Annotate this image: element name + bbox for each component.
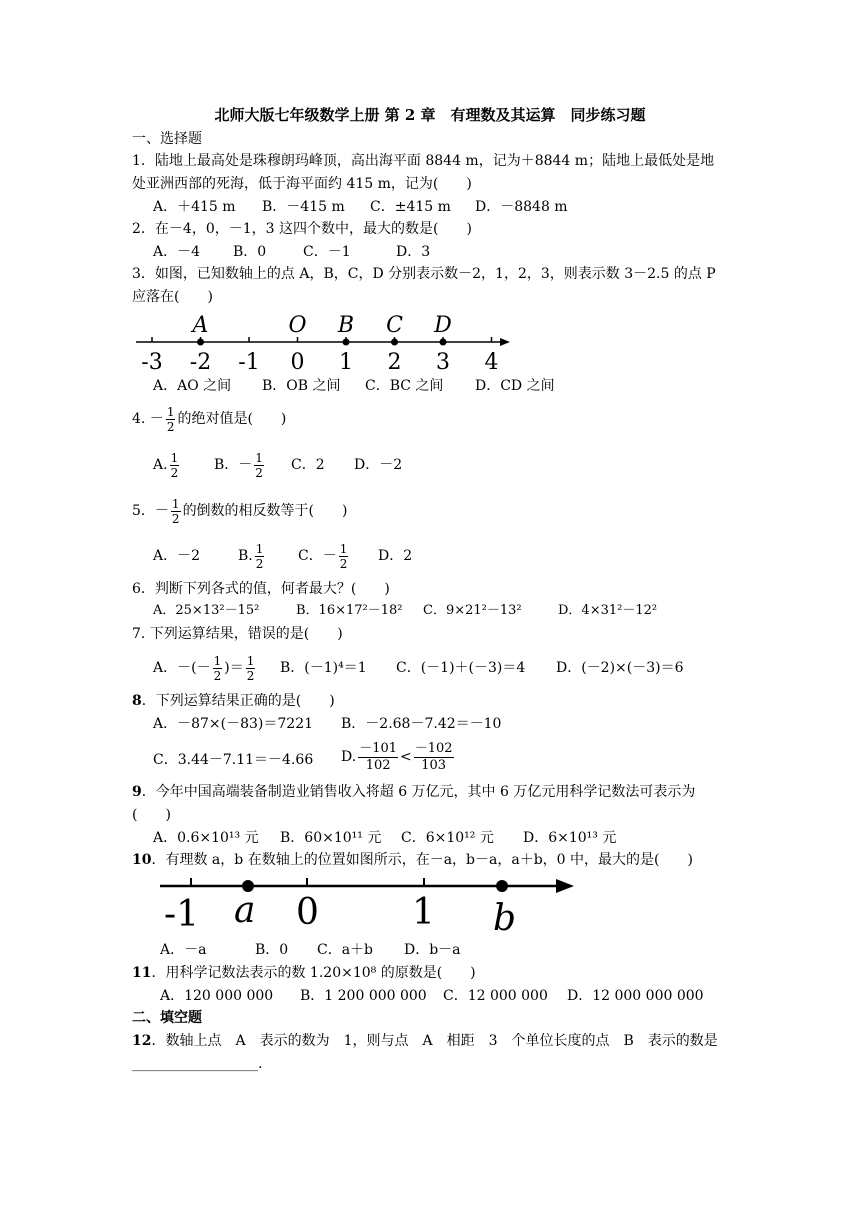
q12-answer-blank[interactable]: __________________. [132,1056,263,1072]
q4-option-d: D．－2 [354,457,403,473]
section-choice-heading: 一、选择题 [132,131,202,147]
q4-option-b [214,450,266,480]
q8-option-c: C．3.44－7.11＝－4.66 [153,752,314,768]
q5-option-c-label: C．－ [298,548,337,564]
q4-suffix: 的绝对值是( ) [177,411,287,427]
number-line-tick-label: 1 [339,350,353,374]
q4-option-a [153,450,181,480]
q6-text: 6．判断下列各式的值，何者最大？( ) [132,581,390,597]
q5-option-c [298,541,350,571]
number-line-point-label: D [434,313,452,338]
q1-text-line2: 处亚洲西部的死海，低于海平面约 415 m，记为( ) [132,176,472,192]
q12-number: 12 [132,1033,152,1049]
q7-a-frac2 [246,654,256,683]
q9-text-line1 [132,783,695,801]
q10-label-a: a [234,890,256,931]
q6-option-b: B．16×17²－18² [296,603,403,618]
number-line-point-a [197,339,204,346]
q5-option-c-fraction [339,542,349,571]
q5-c-den: 2 [339,556,348,571]
q1-option-a: A．＋415 m [153,199,236,215]
q7-a-den1: 2 [213,668,222,683]
q5-frac-num: 1 [171,496,180,511]
q5-fraction [171,497,181,526]
q10-option-a: A．－a [160,942,207,958]
q4-option-b-fraction [254,451,264,480]
q10-option-d: D．b－a [404,942,461,958]
q5-option-b [238,541,266,571]
number-line-tick-label: -3 [141,350,163,374]
q10-point-b [496,880,508,892]
q11-number: 11 [132,965,152,981]
q2-text: 2．在－4，0，－1，3 这四个数中，最大的数是( ) [132,221,472,237]
q8-d-label: D. [341,749,357,765]
number-line-arrow [500,338,510,346]
q3-text-line1: 3．如图，已知数轴上的点 A，B，C，D 分别表示数－2，1，2，3，则表示数 3－2.5 的点 P [132,266,716,282]
q10-arrow [556,879,574,893]
q4-option-b-label: B．－ [214,457,253,473]
q4-frac-num: 1 [166,404,175,419]
q5-suffix: 的倒数的相反数等于( ) [182,503,348,519]
q7-text: 7. 下列运算结果，错误的是( ) [132,626,343,642]
q9-option-a: A．0.6×10¹³ 元 [153,830,259,846]
q10-stem: ．有理数 a，b 在数轴上的位置如图所示，在－a，b－a，a＋b，0 中，最大的是( ) [151,852,693,868]
q2-option-a: A．－4 [153,244,201,260]
q8-number: 8 [132,693,142,709]
q10-label-0: 0 [296,892,319,933]
number-line-tick-label: 2 [387,350,402,374]
q10-label-1: 1 [412,892,435,933]
q4-option-a-label: A. [153,457,168,473]
number-line-point-b [343,339,350,346]
q6-option-a: A．25×13²－15² [153,603,260,618]
q11-text [132,964,476,982]
q4-fraction [166,405,176,434]
q4-b-num: 1 [255,450,263,465]
q8-d-frac1 [358,741,398,774]
q10-number: 10 [132,852,152,868]
q1-text-line1: 1．陆地上最高处是珠穆朗玛峰顶，高出海平面 8844 m，记为＋8844 m；陆地上最低处是地 [132,153,715,169]
q4-option-c: C．2 [291,457,325,473]
q4-text [132,404,286,434]
q9-text-line2: ( ) [132,807,171,823]
number-line-point-d [440,339,447,346]
q6-option-c: C．9×21²－13² [423,603,522,618]
q12-stem: ．数轴上点 A 表示的数为 1，则与点 A 相距 3 个单位长度的点 B 表示的数是 [151,1033,718,1049]
q11-stem: ．用科学记数法表示的数 1.20×10⁸ 的原数是( ) [151,965,476,981]
q5-option-b-label: B. [238,548,253,564]
number-line-point-label: O [288,313,307,338]
q7-a-num1: 1 [213,653,222,668]
q3-option-c: C．BC 之间 [365,378,444,394]
q7-option-b: B．(－1)⁴＝1 [280,660,367,676]
number-line-tick-label: 0 [290,350,305,374]
q5-c-num: 1 [339,541,348,556]
q11-option-a: A．120 000 000 [160,988,274,1004]
q7-option-c: C．(－1)＋(－3)＝4 [396,660,526,676]
q7-a-mid: )＝ [224,660,244,676]
q5-option-b-fraction [255,542,265,571]
q5-prefix: 5．－ [132,503,169,519]
q9-stem: ．今年中国高端装备制造业销售收入将超 6 万亿元，其中 6 万亿元用科学记数法可表示为 [141,784,696,800]
q1-option-b: B．－415 m [262,199,345,215]
q8-d-num1: －101 [359,740,398,756]
q7-a-pre: A．－(－ [153,660,211,676]
q5-b-den: 2 [255,556,264,571]
q1-option-c: C．±415 m [370,199,451,215]
q4-a-den: 2 [170,465,179,480]
q5-b-num: 1 [255,541,264,556]
q9-number: 9 [132,784,142,800]
q5-option-a: A．－2 [153,548,201,564]
page-title: 北师大版七年级数学上册 第 2 章 有理数及其运算 同步练习题 [214,106,646,124]
number-line-point-label: C [386,313,403,338]
q8-d-num2: －102 [414,740,453,756]
q10-number-line [150,868,590,940]
q4-prefix: 4. － [132,411,164,427]
number-line-point-label: A [192,313,209,338]
q1-option-d: D．－8848 m [475,199,568,215]
q4-frac-den: 2 [166,419,175,434]
q7-a-num2: 1 [246,653,255,668]
q8-stem: ．下列运算结果正确的是( ) [141,693,335,709]
q8-d-den1: 102 [365,757,391,773]
q10-text [132,851,693,869]
q8-text [132,692,335,710]
q11-option-c: C．12 000 000 [443,988,548,1004]
q2-option-c: C．－1 [303,244,351,260]
q10-label-b: b [493,898,517,939]
q7-option-d: D．(－2)×(－3)＝6 [556,660,684,676]
q4-b-den: 2 [255,465,263,480]
q8-option-b: B．－2.68－7.42＝－10 [341,716,502,732]
q3-option-b: B．OB 之间 [262,378,341,394]
q8-d-den2: 103 [421,757,447,773]
q12-text-line1 [132,1032,718,1050]
q8-option-a: A．－87×(－83)＝7221 [153,716,314,732]
q6-option-d: D．4×31²－12² [558,603,658,618]
q8-d-relation: < [400,749,412,765]
section-fill-heading: 二、填空题 [132,1010,202,1026]
q3-option-a: A．AO 之间 [153,378,232,394]
number-line-point-label: B [337,313,355,338]
q4-option-a-fraction [170,451,180,480]
q5-option-d: D．2 [378,548,413,564]
number-line-tick-label: 4 [484,350,499,374]
q3-number-line [130,308,530,374]
q4-a-num: 1 [170,450,179,465]
q11-option-d: D．12 000 000 000 [567,988,704,1004]
q2-option-d: D．3 [396,244,431,260]
q9-option-c: C．6×10¹² 元 [401,830,494,846]
q3-text-line2: 应落在( ) [132,289,213,305]
q11-option-b: B．1 200 000 000 [300,988,427,1004]
q5-frac-den: 2 [171,511,180,526]
q5-text [132,496,348,526]
q3-option-d: D．CD 之间 [475,378,555,394]
number-line-tick-label: -1 [238,350,260,374]
number-line-tick-label: -2 [189,350,212,374]
q2-option-b: B．0 [233,244,267,260]
q9-option-b: B．60×10¹¹ 元 [280,830,382,846]
q7-a-den2: 2 [246,668,255,683]
q10-option-c: C．a＋b [317,942,374,958]
number-line-tick-label: 3 [436,350,450,374]
q7-a-frac1 [213,654,223,683]
q7-option-a [153,653,257,683]
q8-option-d [341,740,456,774]
q10-option-b: B．0 [255,942,289,958]
q8-d-frac2 [414,741,454,774]
number-line-point-c [391,339,398,346]
q9-option-d: D．6×10¹³ 元 [523,830,617,846]
q10-label-minus1: -1 [164,894,200,935]
